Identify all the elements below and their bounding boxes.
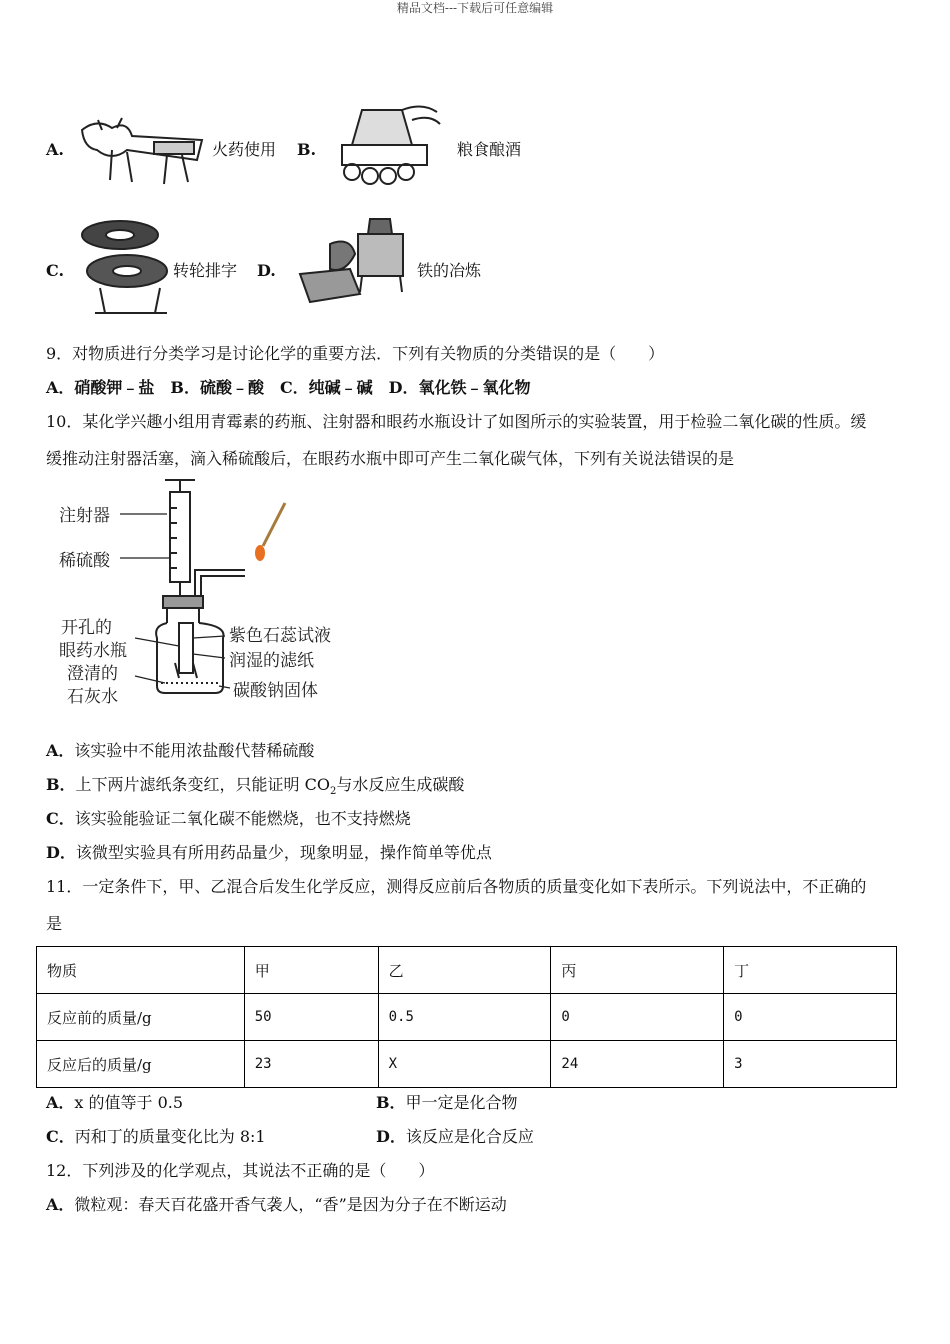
label-acid: 稀硫酸 (59, 551, 110, 571)
table-cell: 0 (551, 994, 724, 1041)
q11-option-b-text: 甲一定是化合物 (405, 1093, 518, 1112)
table-cell: 3 (724, 1041, 897, 1088)
q10-option-b-letter: B． (46, 775, 76, 794)
label-bottle-2: 眼药水瓶 (59, 641, 127, 661)
q10-option-a-letter: A． (46, 741, 75, 760)
table-row (37, 994, 897, 1041)
q10-option-b-text-before: 上下两片滤纸条变红，只能证明 CO (75, 775, 330, 794)
q10-option-d (46, 842, 492, 864)
q10-option-d-letter: D． (46, 843, 76, 862)
q12-stem: 12．下列涉及的化学观点，其说法不正确的是（ ） (46, 1161, 435, 1180)
q10-option-b-text-after: 与水反应生成碳酸 (336, 775, 465, 794)
q10-option-c-letter: C． (46, 809, 75, 828)
q10-option-b (46, 774, 464, 803)
q10-stem-line1: 10．某化学兴趣小组用青霉素的药瓶、注射器和眼药水瓶设计了如图所示的实验装置，用于检验二氧化碳的性质。缓 (46, 412, 867, 431)
flame-icon (255, 545, 265, 561)
q11-option-a-letter: A． (46, 1093, 75, 1112)
q10-option-d-text: 该微型实验具有所用药品量少，现象明显，操作简单等优点 (75, 843, 492, 862)
q9-options: A．硝酸钾﹣盐 B．硫酸﹣酸 C．纯碱﹣碱 D．氧化铁﹣氧化物 (46, 378, 531, 397)
label-lime-2: 石灰水 (67, 687, 118, 707)
q8-option-d-text: 铁的冶炼 (417, 261, 482, 280)
q10-option-a (46, 740, 314, 762)
mass-table (36, 946, 897, 1088)
table-header-cell: 物质 (37, 947, 245, 994)
q10-option-b-sub: 2 (329, 786, 337, 798)
q8-option-b-text: 粮食酿酒 (457, 140, 522, 159)
q11-stem-line1: 11．一定条件下，甲、乙混合后发生化学反应，测得反应前后各物质的质量变化如下表所示。下列说法中，不正确的 (46, 877, 867, 896)
label-syringe: 注射器 (59, 506, 110, 526)
q12-option-a-text: 微粒观：春天百花盛开香气袭人，“香”是因为分子在不断运动 (74, 1195, 507, 1214)
table-cell: 0 (724, 994, 897, 1041)
q8-option-c-letter: C. (46, 261, 65, 280)
table-cell: X (378, 1041, 551, 1088)
table-header-row (37, 947, 897, 994)
q11-option-c (46, 1126, 266, 1148)
experiment-apparatus-figure (55, 478, 355, 710)
table-header-cell: 丁 (724, 947, 897, 994)
table-header-cell: 丙 (551, 947, 724, 994)
q8-option-a-letter: A. (46, 140, 64, 159)
q11-option-c-text: 丙和丁的质量变化比为 8:1 (74, 1127, 266, 1146)
q12-option-a-letter: A． (46, 1195, 75, 1214)
q11-stem-line2: 是 (46, 914, 63, 933)
table-cell: 反应后的质量/g (37, 1041, 245, 1088)
table-cell: 23 (244, 1041, 378, 1088)
q9-stem: 9．对物质进行分类学习是讨论化学的重要方法．下列有关物质的分类错误的是（ ） (46, 344, 665, 363)
q11-option-c-letter: C． (46, 1127, 75, 1146)
q11-option-b (376, 1092, 518, 1114)
syringe-plunger (165, 480, 195, 492)
q8-option-a-text: 火药使用 (212, 140, 277, 159)
q8-option-d-letter: D. (257, 261, 276, 280)
q11-option-a (46, 1092, 183, 1114)
iron-smelting-icon (290, 214, 415, 306)
q11-option-d-letter: D． (376, 1127, 406, 1146)
q10-option-c (46, 808, 411, 830)
q11-option-d (376, 1126, 534, 1148)
label-lime-1: 澄清的 (67, 664, 118, 684)
table-cell: 24 (551, 1041, 724, 1088)
table-header-cell: 甲 (244, 947, 378, 994)
q11-option-d-text: 该反应是化合反应 (405, 1127, 534, 1146)
table-cell: 反应前的质量/g (37, 994, 245, 1041)
q11-option-b-letter: B． (376, 1093, 406, 1112)
q10-option-a-text: 该实验中不能用浓盐酸代替稀硫酸 (74, 741, 315, 760)
table-row (37, 1041, 897, 1088)
label-solid: 碳酸钠固体 (233, 681, 318, 701)
q10-option-c-text: 该实验能验证二氧化碳不能燃烧，也不支持燃烧 (74, 809, 411, 828)
table-cell: 50 (244, 994, 378, 1041)
table-header-cell: 乙 (378, 947, 551, 994)
label-litmus-1: 紫色石蕊试液 (229, 626, 331, 646)
page-header: 精品文档---下载后可任意编辑 (396, 1, 554, 15)
q12-option-a (46, 1194, 507, 1216)
q11-option-a-text: x 的值等于 0.5 (74, 1093, 184, 1112)
q8-option-b-letter: B. (297, 140, 317, 159)
q10-stem-line2: 缓推动注射器活塞，滴入稀硫酸后，在眼药水瓶中即可产生二氧化碳气体，下列有关说法错误的是 (46, 449, 735, 468)
table-cell: 0.5 (378, 994, 551, 1041)
brewing-still-icon (322, 100, 447, 190)
firework-rocket-icon (72, 110, 212, 190)
label-bottle-1: 开孔的 (61, 618, 112, 638)
q8-option-c-text: 转轮排字 (173, 261, 238, 280)
type-wheel-icon (75, 213, 170, 321)
label-litmus-2: 润湿的滤纸 (229, 651, 314, 671)
